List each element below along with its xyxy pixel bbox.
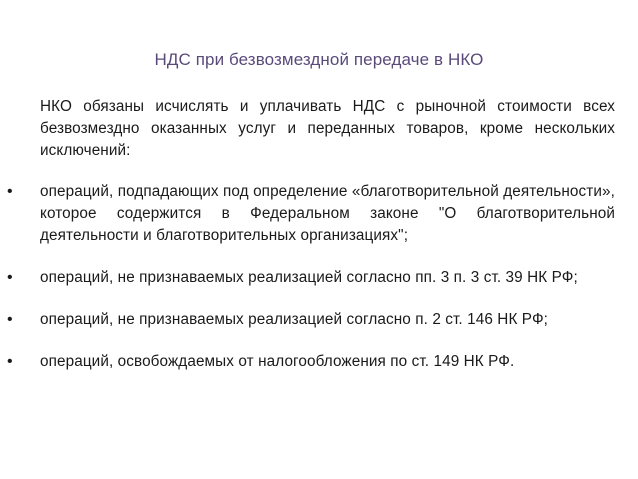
list-item (0, 309, 615, 331)
list-item (0, 267, 615, 289)
bullet-icon: • (7, 183, 13, 200)
list-item-text: операций, не признаваемых реализацией согласно п. 2 ст. 146 НК РФ; (40, 311, 549, 328)
slide-title: НДС при безвозмездной передаче в НКО (154, 50, 484, 69)
bullet-icon: • (7, 269, 13, 286)
list-item (0, 351, 615, 373)
list-item (0, 181, 615, 247)
list-item-text: операций, подпадающих под определение «благотворительной деятельности», которое содержится в Федеральном законе "О благотворительной деятельности и благотворительных организациях"; (40, 183, 615, 244)
bullet-icon: • (7, 311, 13, 328)
list-item-text: операций, освобождаемых от налогообложения по ст. 149 НК РФ. (40, 353, 515, 370)
list-item-text: операций, не признаваемых реализацией согласно пп. 3 п. 3 ст. 39 НК РФ; (40, 269, 578, 286)
intro-paragraph: НКО обязаны исчислять и уплачивать НДС с рыночной стоимости всех безвозмездно оказанных услуг и переданных товаров, кроме нескольких исключений: (40, 98, 615, 159)
bullet-icon: • (7, 353, 13, 370)
exceptions-list (0, 181, 638, 373)
